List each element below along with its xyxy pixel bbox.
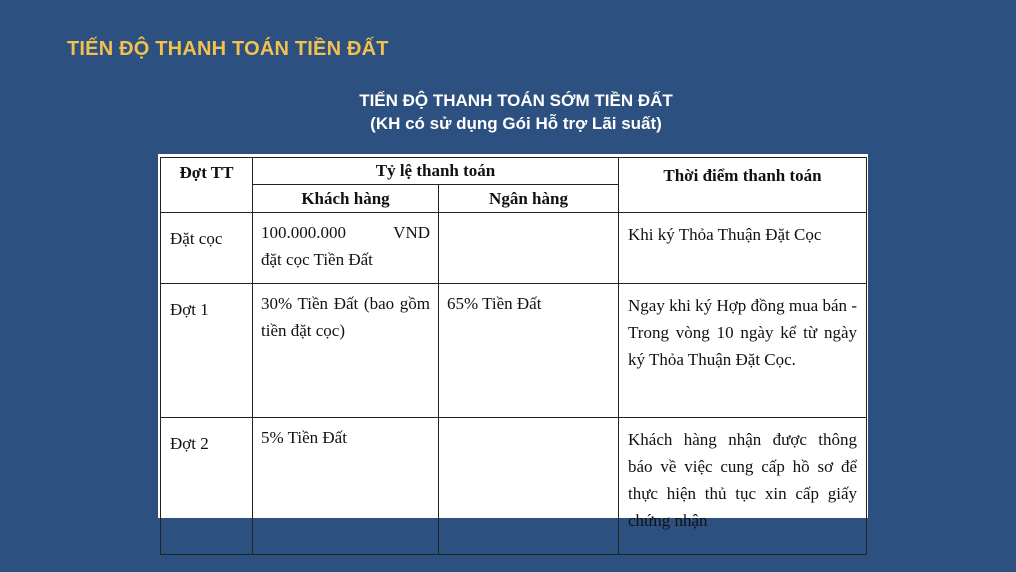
row-khach-hang: 5% Tiền Đất xyxy=(253,418,439,555)
slide-title: TIẾN ĐỘ THANH TOÁN TIỀN ĐẤT xyxy=(67,38,389,60)
row-thoi-diem: Khách hàng nhận được thông báo về việc cung cấp hồ sơ để thực hiện thủ tục xin cấp giấy chứng nhận xyxy=(619,418,867,555)
payment-schedule-table xyxy=(160,157,867,555)
row-thoi-diem: Ngay khi ký Hợp đồng mua bán - Trong vòng 10 ngày kể từ ngày ký Thỏa Thuận Đặt Cọc. xyxy=(619,284,867,418)
table-title: TIẾN ĐỘ THANH TOÁN SỚM TIỀN ĐẤT xyxy=(359,91,673,110)
header-ty-le: Tỷ lệ thanh toán xyxy=(253,158,619,185)
header-dot: Đợt TT xyxy=(161,158,253,213)
table-row xyxy=(161,213,867,284)
header-khach-hang: Khách hàng xyxy=(253,185,439,213)
row-ngan-hang: 65% Tiền Đất xyxy=(439,284,619,418)
table-row xyxy=(161,284,867,418)
table-header-row xyxy=(161,158,867,185)
row-khach-hang-line2: đặt cọc Tiền Đất xyxy=(261,250,373,269)
row-dot-label: Đợt 2 xyxy=(161,418,253,555)
row-thoi-diem: Khi ký Thỏa Thuận Đặt Cọc xyxy=(619,213,867,284)
row-khach-hang xyxy=(253,213,439,284)
header-thoi-diem: Thời điểm thanh toán xyxy=(619,158,867,213)
row-khach-hang-line1: 100.000.000 VND xyxy=(261,223,430,242)
header-ngan-hang: Ngân hàng xyxy=(439,185,619,213)
row-dot-label: Đợt 1 xyxy=(161,284,253,418)
table-subtitle: (KH có sử dụng Gói Hỗ trợ Lãi suất) xyxy=(370,114,662,133)
row-ngan-hang xyxy=(439,418,619,555)
row-ngan-hang xyxy=(439,213,619,284)
row-dot-label: Đặt cọc xyxy=(161,213,253,284)
row-khach-hang: 30% Tiền Đất (bao gồm tiền đặt cọc) xyxy=(253,284,439,418)
payment-table-container xyxy=(158,154,868,530)
table-row xyxy=(161,418,867,555)
